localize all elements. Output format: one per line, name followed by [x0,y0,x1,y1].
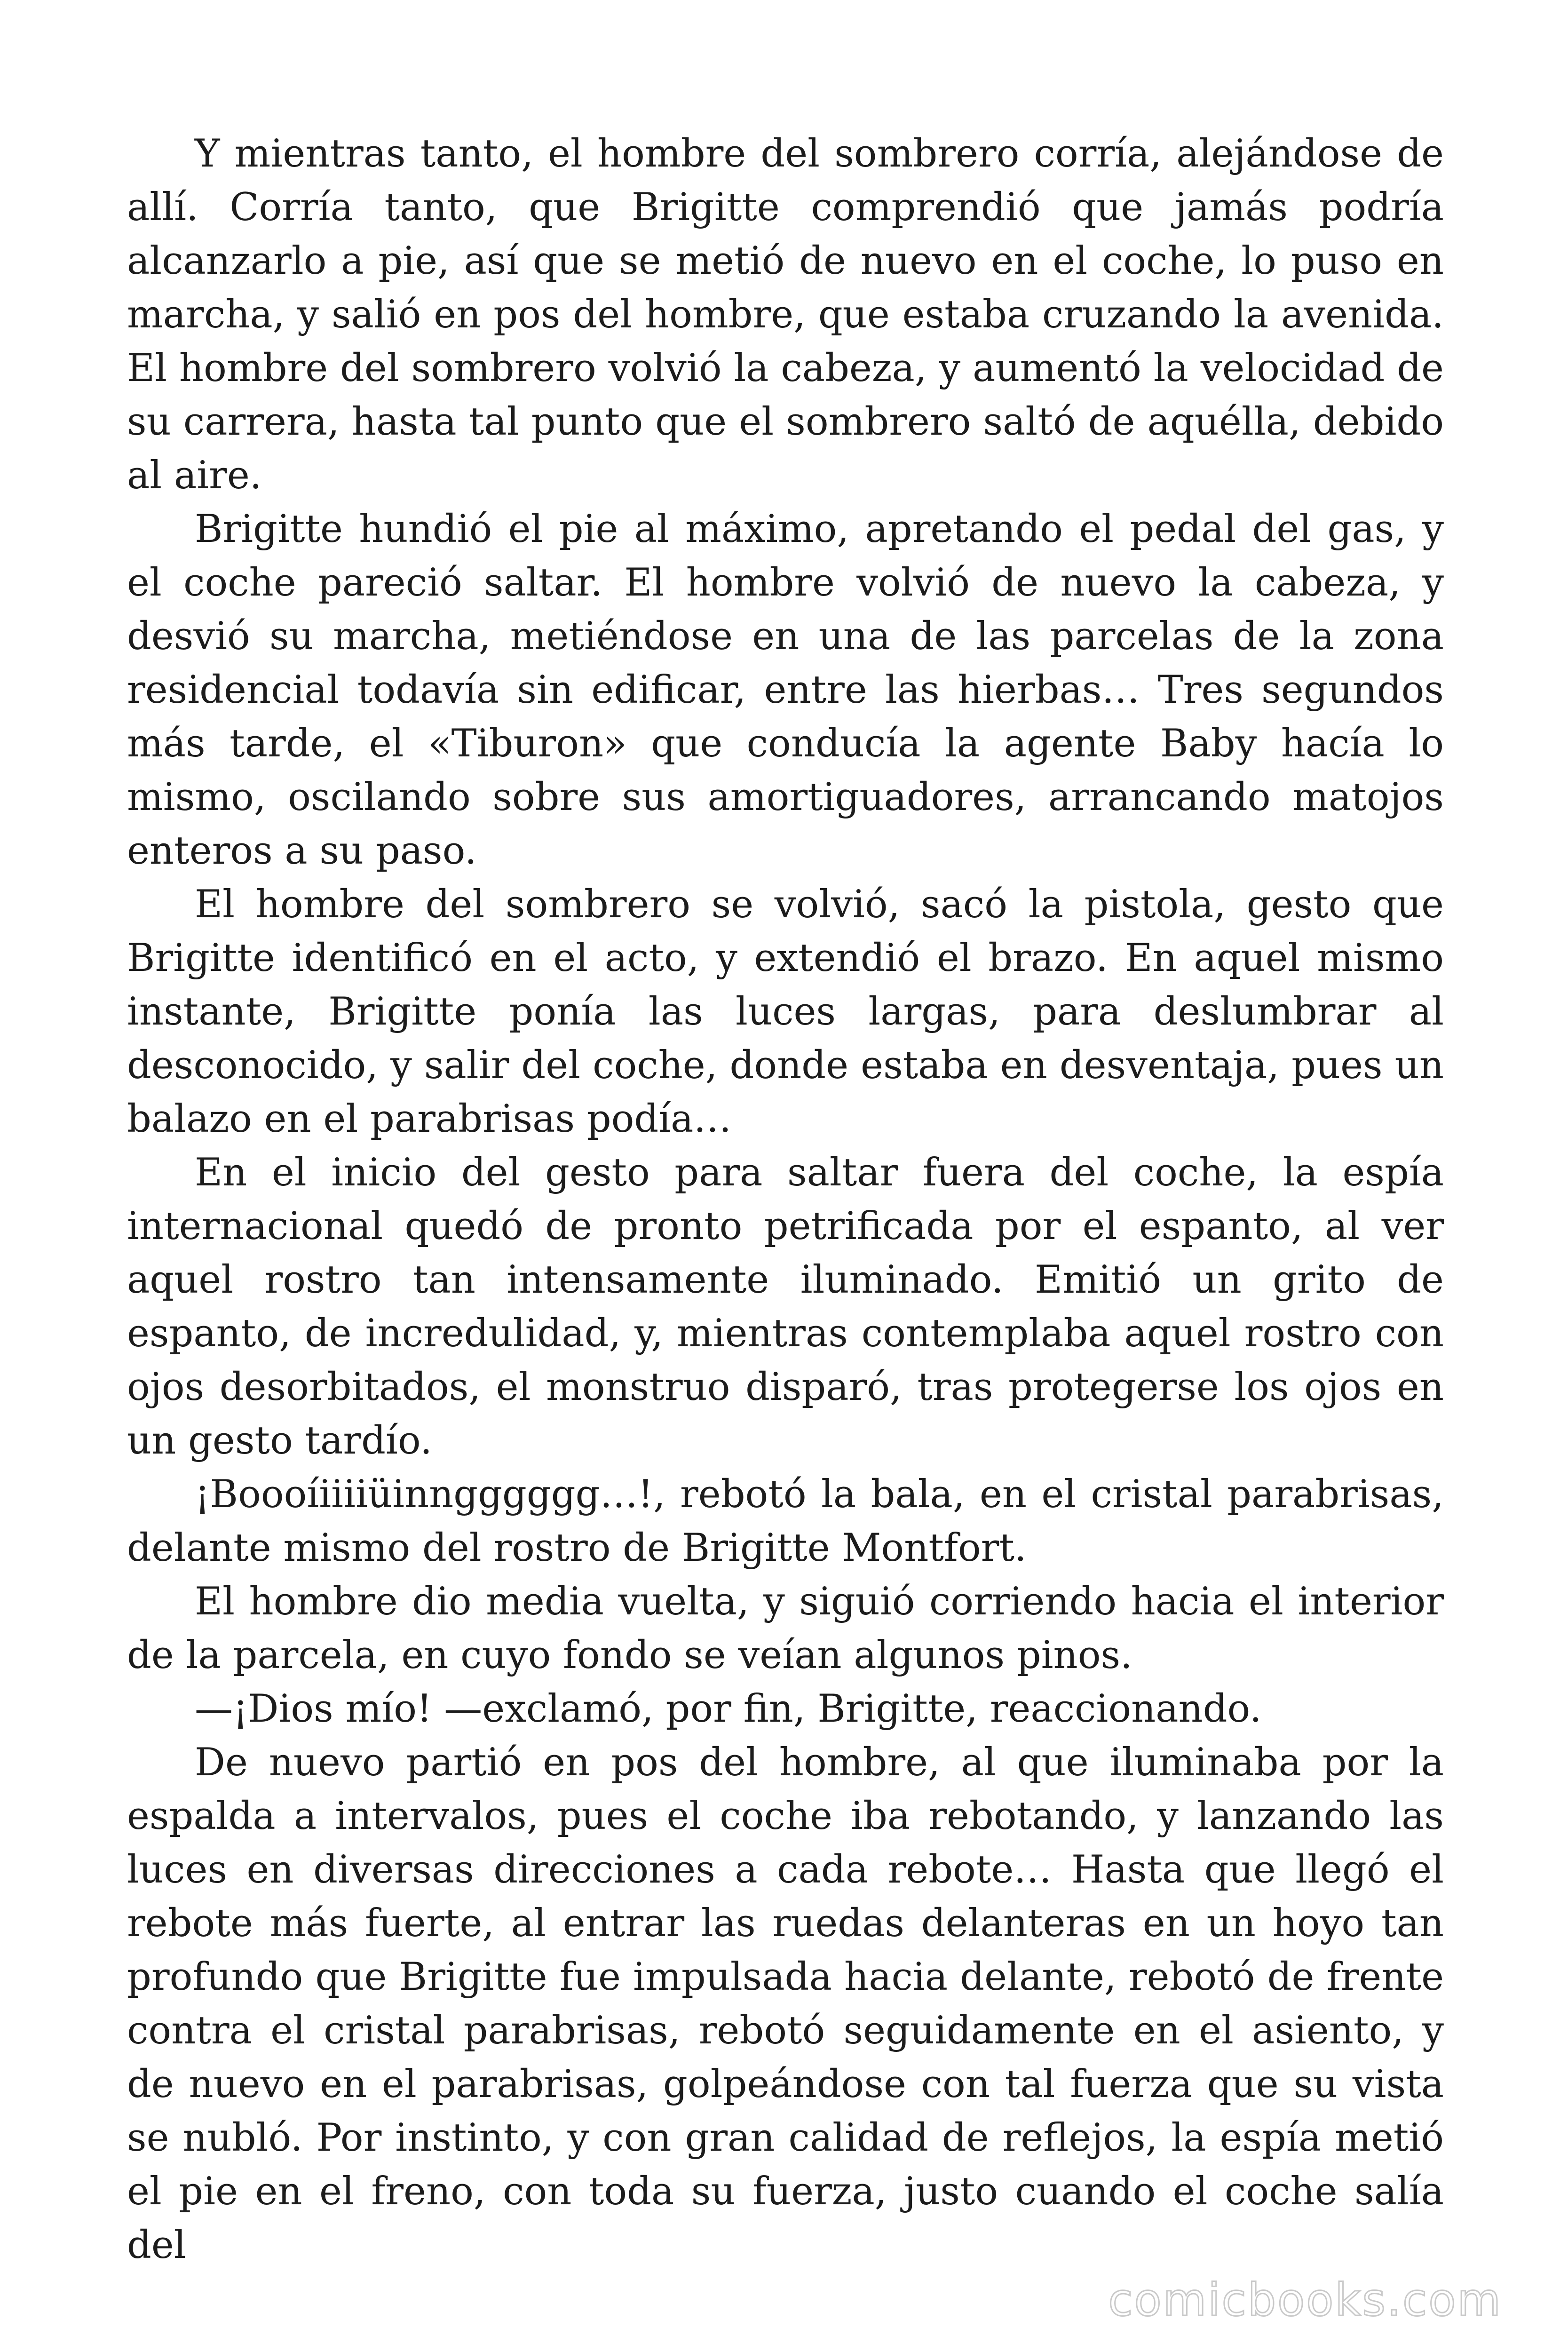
paragraph: En el inicio del gesto para saltar fuera del coche, la espía internacional quedó de pronto petrificada por el espanto, al ver aquel rostro tan intensamente iluminado. Emitió un grito de espanto, de incredulidad, y, mientras contemplaba aquel rostro con ojos desorbitados, el monstruo disparó, tras protegerse los ojos en un gesto tardío. [127,1151,1444,1463]
paragraph: ¡Boooíiiiiüinngggggg…!, rebotó la bala, en el cristal parabrisas, delante mismo del rostro de Brigitte Montfort. [127,1472,1444,1570]
paragraph: El hombre dio media vuelta, y siguió corriendo hacia el interior de la parcela, en cuyo fondo se veían algunos pinos. [127,1580,1444,1677]
page-body [127,127,1444,2272]
watermark: comicbooks.com [1108,2274,1502,2326]
paragraph: Brigitte hundió el pie al máximo, apretando el pedal del gas, y el coche pareció saltar. El hombre volvió de nuevo la cabeza, y desvió su marcha, metiéndose en una de las parcelas de la zona residencial todavía sin edificar, entre las hierbas… Tres segundos más tarde, el «Tiburon» que conducía la agente Baby hacía lo mismo, oscilando sobre sus amortiguadores, arrancando matojos enteros a su paso. [127,507,1444,873]
paragraph: El hombre del sombrero se volvió, sacó la pistola, gesto que Brigitte identificó en el acto, y extendió el brazo. En aquel mismo instante, Brigitte ponía las luces largas, para deslumbrar al desconocido, y salir del coche, donde estaba en desventaja, pues un balazo en el parabrisas podía… [127,882,1444,1141]
paragraph: Y mientras tanto, el hombre del sombrero corría, alejándose de allí. Corría tanto, que Brigitte comprendió que jamás podría alcanzarlo a pie, así que se metió de nuevo en el coche, lo puso en marcha, y salió en pos del hombre, que estaba cruzando la avenida. El hombre del sombrero volvió la cabeza, y aumentó la velocidad de su carrera, hasta tal punto que el sombrero saltó de aquélla, debido al aire. [127,132,1444,498]
paragraph: —¡Dios mío! —exclamó, por fin, Brigitte, reaccionando. [195,1687,1262,1731]
paragraph: De nuevo partió en pos del hombre, al que iluminaba por la espalda a intervalos, pues el coche iba rebotando, y lanzando las luces en diversas direcciones a cada rebote… Hasta que llegó el rebote más fuerte, al entrar las ruedas delanteras en un hoyo tan profundo que Brigitte fue impulsada hacia delante, rebotó de frente contra el cristal parabrisas, rebotó seguidamente en el asiento, y de nuevo en el parabrisas, golpeándose con tal fuerza que su vista se nubló. Por instinto, y con gran calidad de reflejos, la espía metió el pie en el freno, con toda su fuerza, justo cuando el coche salía del [127,1740,1444,2267]
